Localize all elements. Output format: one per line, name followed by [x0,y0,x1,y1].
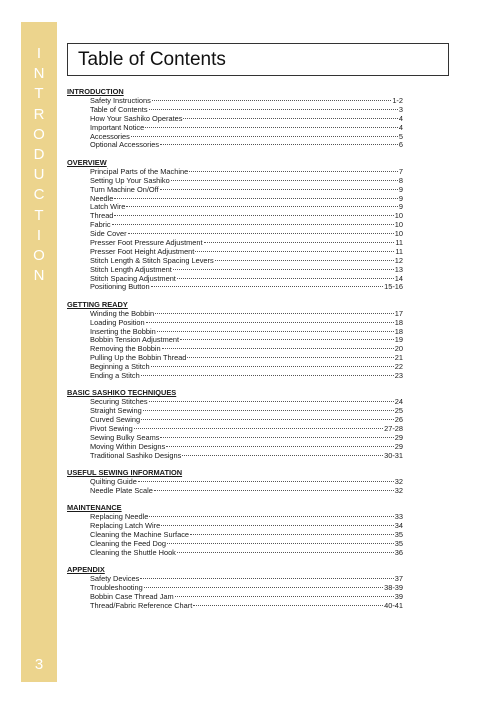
toc-entry-page: 9 [398,185,403,194]
dot-leader [180,339,394,340]
toc-entry-title: Replacing Needle [90,513,149,522]
dot-leader [143,410,394,411]
dot-leader [134,428,383,429]
toc-entry-page: 12 [394,256,403,265]
dot-leader [138,481,394,482]
toc-entry-title: Loading Position [90,318,145,327]
side-tab-letter: N [33,267,45,285]
toc-entry-page: 32 [394,478,403,487]
toc-entry [67,141,403,150]
dot-leader [128,233,394,234]
toc-entry-page: 8 [398,176,403,185]
toc-entry-page: 10 [394,212,403,221]
toc-entry [67,106,403,115]
toc-entry [67,257,403,266]
dot-leader [162,348,394,349]
toc-entry [67,434,403,443]
toc-entry-page: 40-41 [384,602,403,611]
dot-leader [149,401,394,402]
toc-entry [67,195,403,204]
toc-entry-page: 35 [394,540,403,549]
toc-entry-page: 14 [394,274,403,283]
toc-entry-page: 29 [394,434,403,442]
dot-leader [114,198,397,199]
toc-entry-page: 4 [398,114,403,123]
toc-entry-title: Positioning Button [90,283,150,292]
side-tab-letter: O [33,125,45,143]
dot-leader [152,100,392,101]
section-heading: GETTING READY [67,299,128,309]
toc-entry [67,328,403,337]
toc-entry [67,522,403,531]
toc-entry-page: 29 [394,442,403,451]
page-number: 3 [34,656,44,673]
toc-entry-title: Sewing Bulky Seams [90,434,160,442]
toc-entry-title: Bobbin Tension Adjustment [90,336,180,345]
section-heading: INTRODUCTION [67,87,124,96]
toc-entry-title: Thread/Fabric Reference Chart [90,602,193,611]
toc-entry-title: Quilting Guide [90,478,137,487]
toc-entry-title: Removing the Bobbin [90,345,161,354]
dot-leader [151,366,394,367]
dot-leader [161,525,394,526]
toc-entry-title: Troubleshooting [90,584,143,593]
toc-entry [67,593,403,602]
toc-entry-title: Beginning a Stitch [90,363,150,372]
toc-entry-page: 30-31 [384,451,403,460]
toc-entry-page: 11 [395,238,403,247]
toc-entry [67,602,403,611]
toc-entry-title: Cleaning the Shuttle Hook [90,549,176,558]
toc-entry-page: 11 [395,247,403,256]
toc-entry-page: 1-2 [392,97,403,105]
toc-entry [67,452,403,461]
toc-entry-page: 3 [398,105,403,114]
dot-leader [145,127,398,128]
toc-entry-title: Needle [90,194,114,203]
section-heading: MAINTENANCE [67,503,122,513]
toc-entry-title: Pivot Sewing [90,425,133,434]
dot-leader [114,215,393,216]
side-tab-letter: I [36,45,42,62]
side-tab [21,22,57,682]
dot-leader [215,260,394,261]
dot-leader [189,171,398,172]
toc-entry-title: Presser Foot Height Adjustment [90,247,195,256]
toc-entry-title: Inserting the Bobbin [90,327,156,336]
dot-leader [141,419,394,420]
toc-entry-page: 6 [398,141,403,150]
toc-entry-page: 35 [394,531,403,540]
dot-leader [183,118,397,119]
toc-entry [67,275,403,284]
dot-leader [160,144,398,145]
toc-entry-title: How Your Sashiko Operates [90,114,183,123]
toc-entry-title: Principal Parts of the Machine [90,167,189,176]
toc-entry-page: 13 [394,265,403,274]
toc-entry [67,230,403,239]
toc-entry [67,575,403,584]
toc-entry-title: Fabric [90,221,111,230]
toc-entry-page: 9 [398,194,403,203]
toc-entry-title: Table of Contents [90,105,148,114]
table-of-contents [67,88,403,611]
toc-entry [67,443,403,452]
dot-leader [173,269,394,270]
toc-entry [67,407,403,416]
toc-entry [67,478,403,487]
toc-entry-page: 18 [394,327,403,336]
toc-entry [67,283,403,292]
page-title: Table of Contents [78,49,226,70]
toc-entry-title: Stitch Spacing Adjustment [90,274,176,283]
dot-leader [160,189,398,190]
toc-entry-title: Turn Machine On/Off [90,185,159,194]
toc-entry-title: Stitch Length Adjustment [90,265,172,274]
toc-entry-page: 21 [394,354,403,363]
dot-leader [140,578,393,579]
toc-entry-page: 27-28 [384,425,403,434]
dot-leader [160,437,393,438]
toc-entry-title: Straight Sewing [90,407,142,416]
dot-leader [177,278,394,279]
toc-entry-title: Traditional Sashiko Designs [90,451,182,460]
toc-entry-title: Presser Foot Pressure Adjustment [90,238,203,247]
toc-entry [67,540,403,549]
dot-leader [182,455,383,456]
toc-entry [67,363,403,372]
toc-entry-page: 39 [394,593,403,602]
toc-entry-title: Bobbin Case Thread Jam [90,593,174,602]
side-tab-letter: O [33,247,45,265]
toc-entry-title: Setting Up Your Sashiko [90,176,170,185]
toc-entry [67,310,403,319]
dot-leader [155,313,394,314]
toc-entry [67,336,403,345]
toc-entry [67,319,403,328]
dot-leader [166,446,394,447]
toc-entry [67,416,403,425]
dot-leader [187,357,393,358]
toc-entry [67,549,403,558]
toc-entry-title: Pulling Up the Bobbin Thread [90,354,187,363]
toc-entry-title: Safety Instructions [90,97,151,105]
dot-leader [126,206,398,207]
section-heading: APPENDIX [67,565,105,575]
toc-entry-page: 19 [394,336,403,345]
toc-entry-page: 10 [394,221,403,230]
toc-entry-title: Cleaning the Feed Dog [90,540,167,549]
dot-leader [157,331,394,332]
dot-leader [144,587,383,588]
toc-entry [67,372,403,381]
toc-entry-title: Cleaning the Machine Surface [90,531,190,540]
toc-entry [67,584,403,593]
toc-entry [67,97,403,106]
toc-entry [67,248,403,257]
toc-entry-page: 33 [394,513,403,522]
dot-leader [154,490,394,491]
toc-entry-title: Latch Wire [90,203,126,212]
toc-entry-page: 38-39 [384,584,403,593]
toc-entry [67,115,403,124]
toc-entry [67,133,403,142]
toc-entry-title: Ending a Stitch [90,372,140,381]
side-tab-letter: U [33,166,45,184]
side-tab-letter: R [33,105,45,123]
toc-entry [67,177,403,186]
toc-entry-page: 34 [394,522,403,531]
toc-entry [67,345,403,354]
section-heading: OVERVIEW [67,157,107,167]
side-tab-letter: N [33,65,45,83]
dot-leader [131,136,398,137]
toc-entry-page: 36 [394,549,403,558]
dot-leader [149,109,398,110]
side-tab-letter: T [34,85,44,103]
toc-entry [67,124,403,133]
dot-leader [190,534,394,535]
toc-entry [67,531,403,540]
side-tab-letter: T [34,206,44,224]
toc-entry-title: Moving Within Designs [90,442,166,451]
toc-entry [67,513,403,522]
dot-leader [112,224,394,225]
toc-entry-page: 17 [394,309,403,318]
toc-entry-page: 26 [394,416,403,425]
toc-entry-title: Optional Accessories [90,141,160,150]
dot-leader [167,543,394,544]
toc-entry-page: 32 [394,487,403,496]
toc-entry-title: Curved Sewing [90,416,141,425]
toc-entry [67,221,403,230]
dot-leader [175,596,394,597]
dot-leader [171,180,398,181]
side-tab-letter: I [36,226,42,244]
toc-entry-page: 22 [394,363,403,372]
toc-entry-page: 15-16 [384,283,403,292]
side-tab-letter: D [33,146,45,164]
toc-entry [67,425,403,434]
toc-entry-title: Safety Devices [90,575,140,584]
toc-entry-page: 23 [394,372,403,381]
toc-entry [67,212,403,221]
toc-entry-page: 7 [398,167,403,176]
toc-entry [67,354,403,363]
toc-entry-title: Securing Stitches [90,398,148,407]
dot-leader [195,251,394,252]
toc-entry-page: 18 [394,318,403,327]
dot-leader [151,286,384,287]
toc-entry [67,239,403,248]
section-heading: USEFUL SEWING INFORMATION [67,468,183,478]
dot-leader [149,516,393,517]
toc-entry-page: 4 [398,123,403,132]
dot-leader [141,375,394,376]
toc-entry-title: Replacing Latch Wire [90,522,161,531]
side-tab-letter: C [33,186,45,204]
dot-leader [146,322,394,323]
toc-entry-title: Winding the Bobbin [90,309,155,318]
toc-entry-page: 20 [394,345,403,354]
toc-entry-page: 10 [394,230,403,239]
toc-entry-page: 5 [398,132,403,141]
dot-leader [193,605,383,606]
side-tab-label [21,44,57,286]
toc-entry-title: Important Notice [90,123,145,132]
toc-entry [67,203,403,212]
page-title-box [67,43,449,76]
toc-entry [67,398,403,407]
toc-entry-page: 24 [394,398,403,407]
toc-entry-title: Accessories [90,132,130,141]
dot-leader [204,242,395,243]
toc-entry-title: Stitch Length & Stitch Spacing Levers [90,256,214,265]
toc-entry [67,186,403,195]
toc-entry-title: Needle Plate Scale [90,487,153,496]
toc-entry [67,168,403,177]
toc-entry [67,266,403,275]
toc-entry [67,487,403,496]
toc-entry-page: 25 [394,407,403,416]
toc-entry-title: Thread [90,212,114,221]
toc-entry-page: 37 [394,575,403,584]
toc-entry-page: 9 [398,203,403,212]
section-heading: BASIC SASHIKO TECHNIQUES [67,388,177,398]
toc-entry-title: Side Cover [90,230,127,239]
dot-leader [177,552,394,553]
